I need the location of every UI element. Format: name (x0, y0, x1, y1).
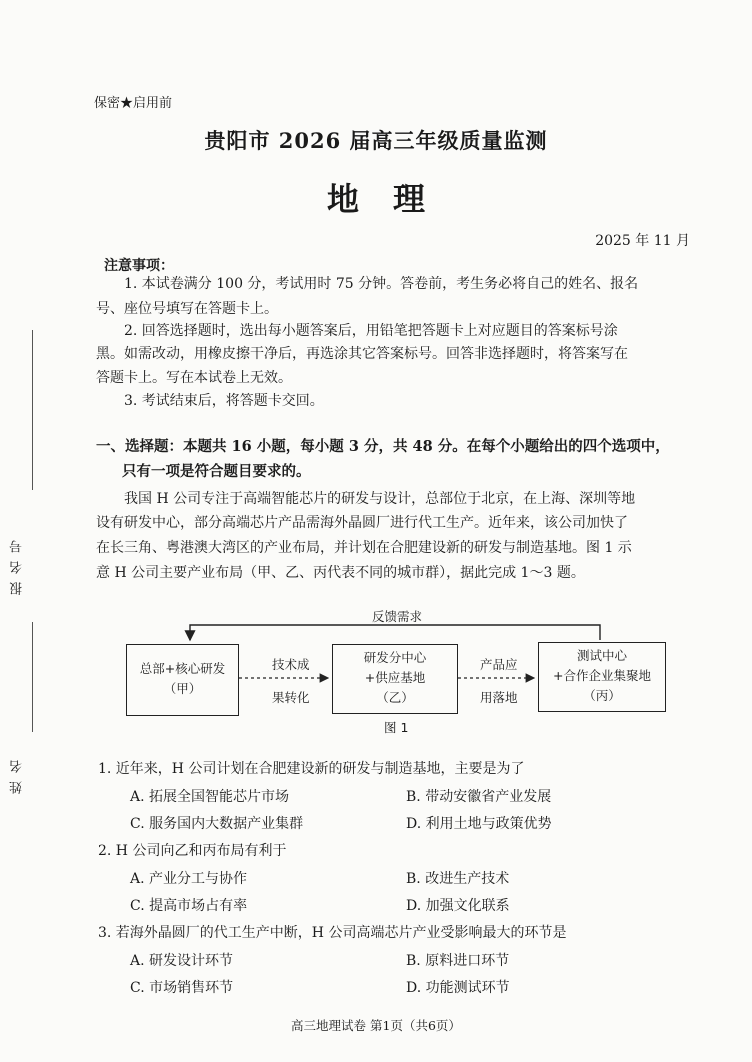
exam-title: 贵阳市 2026 届高三年级质量监测 (204, 128, 548, 153)
question-3-stem: 3. 若海外晶圆厂的代工生产中断，H 公司高端芯片产业受影响最大的环节是 (98, 925, 567, 941)
figure-caption: 图 1 (384, 720, 409, 735)
exam-date: 2025 年 11 月 (595, 233, 690, 249)
page-footer: 高三地理试卷 第1页（共6页） (291, 1018, 461, 1033)
question-2-stem: 2. H 公司向乙和丙布局有利于 (98, 843, 287, 859)
section-1-instruction: 只有一项是符合题目要求的。 (122, 463, 311, 480)
box-3-line-2: +合作企业集聚地 (553, 668, 651, 683)
notice-item-1-line-1: 1. 本试卷满分 100 分，考试用时 75 分钟。答卷前，考生务必将自己的姓名、报名 (124, 276, 639, 292)
box-3-line-1: 测试中心 (576, 648, 627, 663)
notice-item-3: 3. 考试结束后，将答题卡交回。 (124, 393, 324, 409)
box-3-line-3: （丙） (583, 688, 621, 703)
notice-heading: 注意事项： (104, 258, 174, 274)
passage-line-2: 设有研发中心，部分高端芯片产品需海外晶圆厂进行代工生产。近年来，该公司加快了 (96, 515, 628, 531)
arrow-1-top-label: 技术成 (272, 657, 310, 672)
arrow-2-bottom-label: 用落地 (480, 690, 518, 705)
box-2-line-3: （乙） (376, 690, 414, 705)
binding-line-top (32, 330, 33, 490)
passage-line-3: 在长三角、粤港澳大湾区的产业布局，并计划在合肥建设新的研发与制造基地。图 1 示 (96, 540, 632, 556)
question-1-option-a: A. 拓展全国智能芯片市场 (130, 789, 290, 805)
question-2-option-a: A. 产业分工与协作 (130, 871, 248, 887)
question-2-option-d: D. 加强文化联系 (406, 898, 510, 914)
question-1-stem: 1. 近年来，H 公司计划在合肥建设新的研发与制造基地，主要是为了 (98, 761, 525, 777)
box-rd-center (332, 644, 458, 714)
binding-line-middle (32, 622, 33, 732)
arrow-1-bottom-label: 果转化 (272, 690, 310, 705)
notice-item-2-line-2: 黑。如需改动，用橡皮擦干净后，再选涂其它答案标号。回答非选择题时，将答案写在 (96, 346, 628, 362)
question-2-option-c: C. 提高市场占有率 (130, 898, 248, 914)
notice-item-2-line-3: 答题卡上。写在本试卷上无效。 (96, 370, 292, 386)
box-1-line-1: 总部+核心研发 (139, 661, 226, 676)
question-3-option-d: D. 功能测试环节 (406, 980, 510, 996)
subject-title: 地理 (326, 180, 459, 218)
question-2-option-b: B. 改进生产技术 (406, 871, 510, 887)
notice-item-2-line-1: 2. 回答选择题时，选出每小题答案后，用铅笔把答题卡上对应题目的答案标号涂 (124, 323, 618, 339)
question-1-option-d: D. 利用土地与政策优势 (406, 816, 552, 832)
arrow-2-top-label: 产品应 (480, 657, 518, 672)
question-3-option-b: B. 原料进口环节 (406, 953, 510, 969)
notice-item-1-line-2: 号、座位号填写在答题卡上。 (96, 301, 278, 317)
box-2-line-2: +供应基地 (364, 670, 426, 685)
name-label: 姓名 (10, 752, 25, 794)
box-headquarters (126, 644, 239, 716)
question-3-option-a: A. 研发设计环节 (130, 953, 234, 969)
section-1-heading: 一、选择题：本题共 16 小题，每小题 3 分，共 48 分。在每个小题给出的四个选项中， (96, 438, 670, 455)
feedback-arrow (190, 625, 600, 640)
confidential-mark: 保密★启用前 (94, 96, 173, 111)
box-test-center (538, 642, 666, 712)
passage-line-1: 我国 H 公司专注于高端智能芯片的研发与设计，总部位于北京，在上海、深圳等地 (124, 491, 636, 507)
question-1-option-b: B. 带动安徽省产业发展 (406, 789, 552, 805)
feedback-label: 反馈需求 (372, 609, 423, 624)
box-2-line-1: 研发分中心 (363, 650, 427, 665)
box-1-line-2: （甲） (163, 681, 202, 696)
exam-number-label: 报名号 (10, 532, 25, 595)
question-1-option-c: C. 服务国内大数据产业集群 (130, 816, 304, 832)
question-3-option-c: C. 市场销售环节 (130, 980, 234, 996)
passage-line-4: 意 H 公司主要产业布局（甲、乙、丙代表不同的城市群），据此完成 1～3 题。 (96, 565, 585, 581)
